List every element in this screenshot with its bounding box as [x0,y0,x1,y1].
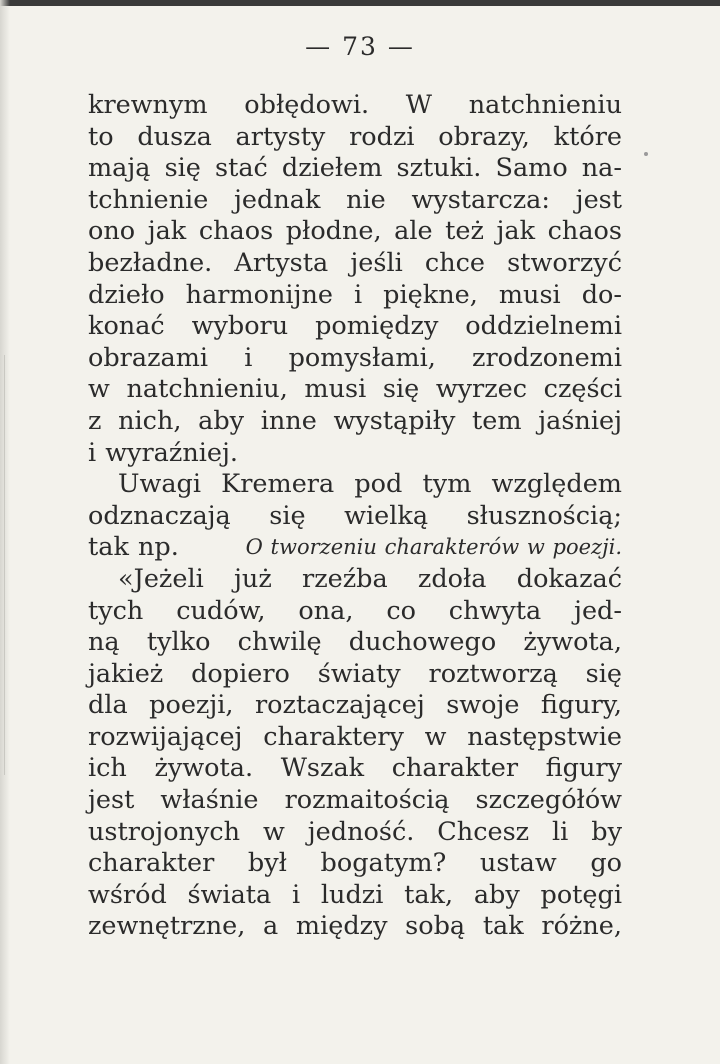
text-line: ustrojonych w jedność. Chcesz li by [88,816,622,847]
text-line: mają się stać dziełem sztuki. Samo na- [88,153,622,184]
text-line: to dusza artysty rodzi obrazy, które [88,121,622,152]
body-text [88,90,622,943]
text-line: dzieło harmonijne i piękne, musi do- [88,279,622,310]
text-line: jakież dopiero światy roztworzą się [88,658,622,689]
text-line: bezładne. Artysta jeśli chce stworzyć [88,247,622,278]
italic-title: O tworzeniu charakterów w poezji. [245,535,622,560]
text-line: Uwagi Kremera pod tym względem [118,469,622,500]
text-line: konać wyboru pomiędzy oddzielnemi [88,311,622,342]
text-line: tych cudów, ona, co chwyta jed- [88,595,622,626]
text-line: wśród świata i ludzi tak, aby potęgi [88,879,622,910]
text-line: krewnym obłędowi. W natchnieniu [88,90,622,120]
text-line: tchnienie jednak nie wystarcza: jest [88,184,622,215]
text-line: «Jeżeli już rzeźba zdoła dokazać [118,563,622,594]
text-line: z nich, aby inne wystąpiły tem jaśniej [88,405,622,436]
text-line: ich żywota. Wszak charakter figury [88,753,622,784]
paper-speck [644,152,648,156]
text-line: zewnętrzne, a między sobą tak różne, [88,911,622,942]
text-line: ono jak chaos płodne, ale też jak chaos [88,216,622,247]
text-line: i wyraźniej. [88,437,239,468]
text-line [88,532,622,564]
text-line: jest właśnie rozmaitością szczegółów [88,785,622,816]
text-line: rozwijającej charaktery w następstwie [88,721,622,752]
page-gutter-shadow [0,0,10,1064]
page-fold-line [4,355,5,775]
text-line: ną tylko chwilę duchowego żywota, [88,627,622,658]
text-line: w natchnieniu, musi się wyrzec części [88,374,622,405]
text-line: charakter był bogatym? ustaw go [88,848,622,879]
text-line: odznaczają się wielką słusznością; [88,500,622,531]
text-line: obrazami i pomysłami, zrodzonemi [88,342,622,373]
text-line-prefix: tak np. [88,532,179,563]
page-top-edge [0,0,720,6]
page-number: — 73 — [305,32,415,61]
text-line: dla poezji, roztaczającej swoje figury, [88,690,622,721]
